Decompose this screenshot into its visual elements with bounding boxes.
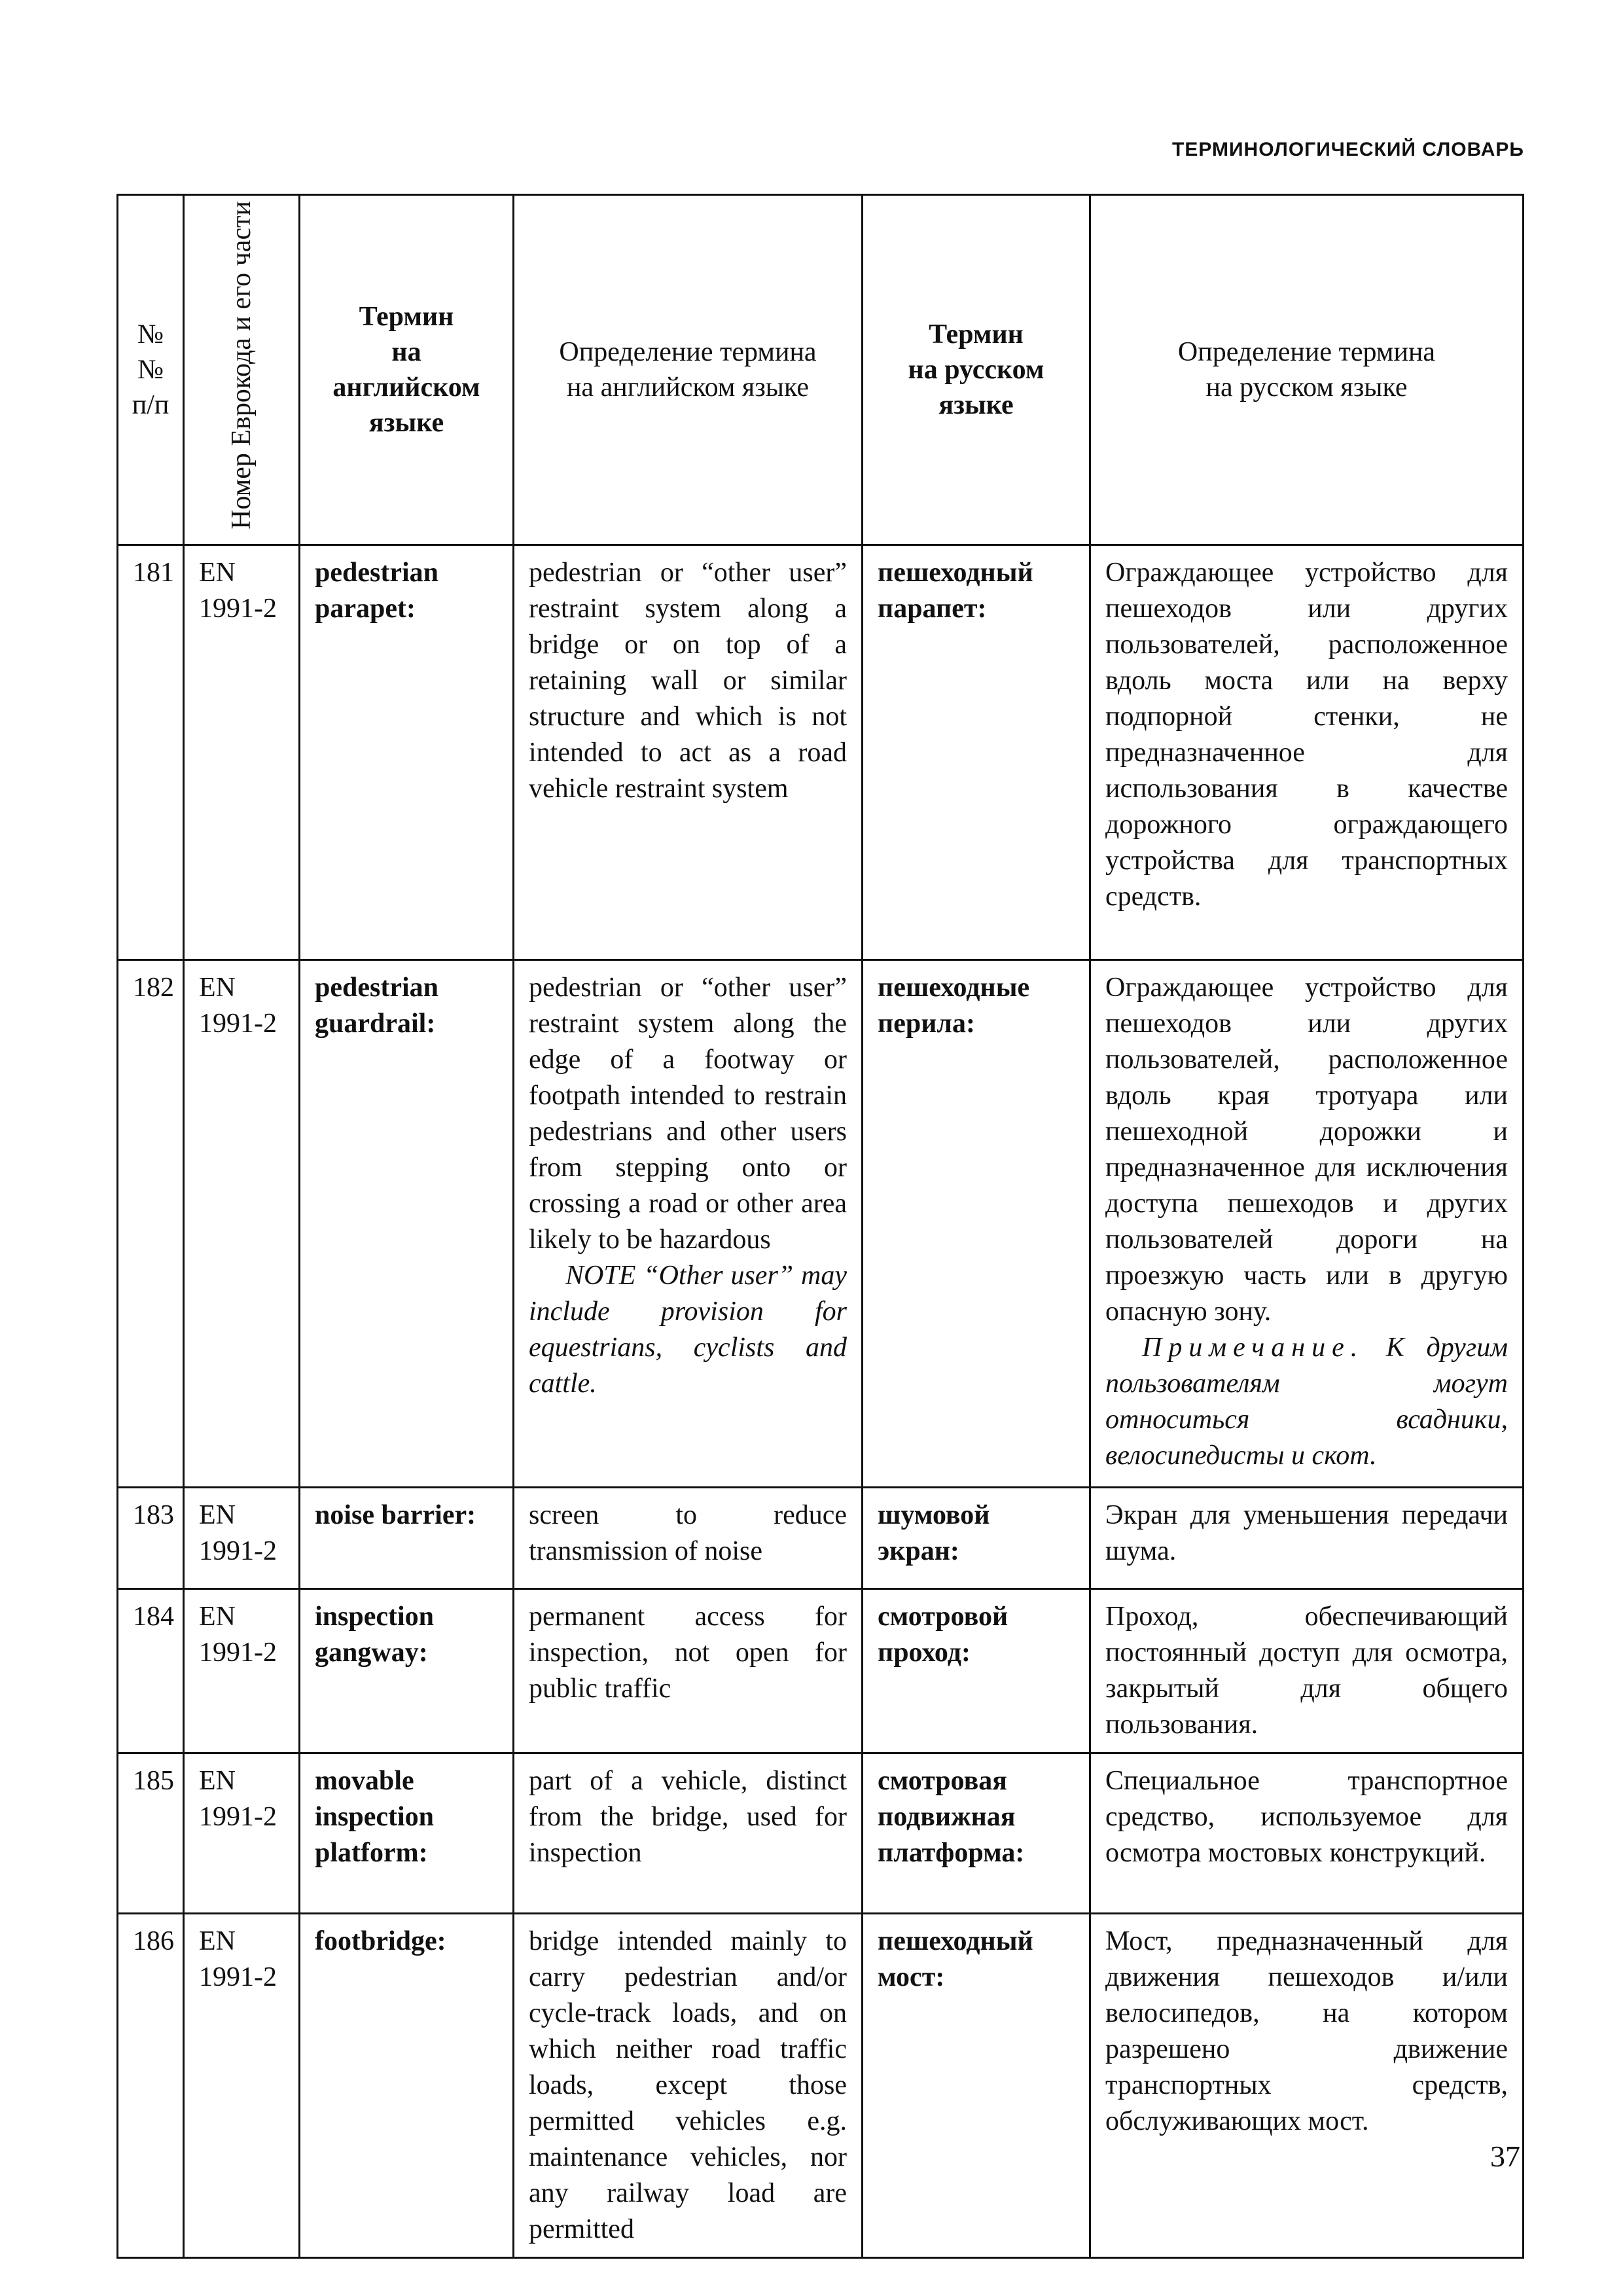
header-eurocode: Номер Еврокода и его части: [184, 195, 300, 545]
term-ru: шумовой экран:: [863, 1487, 1090, 1588]
definition-en: pedestrian or “other user” restraint system along the edge of a footway or footpath intended to restrain pedestrians and other users from stepping onto or crossing a road or other area likely to be hazardous: [529, 972, 847, 1255]
definition-en: pedestrian or “other user” restraint system along a bridge or on top of a retaining wall or similar structure and which is not intended to act as a road vehicle restraint system: [514, 545, 863, 960]
row-number: 183: [118, 1487, 184, 1588]
eurocode-ref: EN 1991-2: [184, 1588, 300, 1753]
page-number: 37: [1490, 2140, 1520, 2173]
glossary-table: [116, 194, 1524, 2259]
header-term-ru: Термин на русском языке: [863, 195, 1090, 545]
note-en-text: “Other user” may include provision for equestrians, cyclists and cattle.: [529, 1260, 847, 1399]
definition-en: bridge intended mainly to carry pedestrian and/or cycle-track loads, and on which neither road traffic loads, except those permitted vehicles e.g. maintenance vehicles, nor any railway load are permitted: [514, 1913, 863, 2257]
term-ru: пешеходный мост:: [863, 1913, 1090, 2257]
eurocode-ref: EN 1991-2: [184, 545, 300, 960]
row-number: 186: [118, 1913, 184, 2257]
term-en: footbridge:: [300, 1913, 514, 2257]
eurocode-ref: EN 1991-2: [184, 1487, 300, 1588]
eurocode-ref: EN 1991-2: [184, 1913, 300, 2257]
table-row: [118, 1753, 1524, 1913]
eurocode-ref: EN 1991-2: [184, 960, 300, 1487]
eurocode-ref: EN 1991-2: [184, 1753, 300, 1913]
table-row: [118, 960, 1524, 1487]
note-en: [529, 1258, 847, 1402]
table-row: [118, 1588, 1524, 1753]
header-def-en: Определение термина на английском языке: [514, 195, 863, 545]
table-row: [118, 1913, 1524, 2257]
row-number: 181: [118, 545, 184, 960]
term-ru: пешеходный парапет:: [863, 545, 1090, 960]
note-en-lead: NOTE: [565, 1260, 636, 1291]
term-ru: пешеходные перила:: [863, 960, 1090, 1487]
note-ru-lead: Примечание.: [1142, 1332, 1364, 1363]
term-en: noise barrier:: [300, 1487, 514, 1588]
definition-ru: Экран для уменьшения передачи шума.: [1090, 1487, 1524, 1588]
row-number: 182: [118, 960, 184, 1487]
definition-ru-cell: [1090, 960, 1524, 1487]
row-number: 184: [118, 1588, 184, 1753]
definition-ru: Проход, обеспечивающий постоянный доступ для осмотра, закрытый для общего пользования.: [1090, 1588, 1524, 1753]
definition-en: part of a vehicle, distinct from the bridge, used for inspection: [514, 1753, 863, 1913]
term-en: inspection gangway:: [300, 1588, 514, 1753]
term-en: movable inspection platform:: [300, 1753, 514, 1913]
header-term-en: Термин на английском языке: [300, 195, 514, 545]
definition-en-cell: [514, 960, 863, 1487]
definition-ru: Ограждающее устройство для пешеходов или других пользователей, расположенное вдоль моста или на верху подпорной стенки, не предназначенное для использования в качестве дорожного ограждающего устройства для транспортных средств.: [1090, 545, 1524, 960]
term-en: pedestrian parapet:: [300, 545, 514, 960]
table-row: [118, 1487, 1524, 1588]
definition-en: permanent access for inspection, not open for public traffic: [514, 1588, 863, 1753]
definition-ru: Ограждающее устройство для пешеходов или других пользователей, расположенное вдоль края тротуара или пешеходной дорожки и предназначенное для исключения доступа пешеходов и других пользователей дороги на проезжую часть или в другую опасную зону.: [1105, 972, 1508, 1327]
definition-ru: Специальное транспортное средство, используемое для осмотра мостовых конструкций.: [1090, 1753, 1524, 1913]
note-ru-text: К другим пользователям могут относиться всадники, велосипедисты и скот.: [1105, 1332, 1508, 1471]
definition-ru: Мост, предназначенный для движения пешеходов и/или велосипедов, на котором разрешено движение транспортных средств, обслуживающих мост.: [1090, 1913, 1524, 2257]
running-header: ТЕРМИНОЛОГИЧЕСКИЙ СЛОВАРЬ: [1172, 139, 1524, 160]
note-ru: [1105, 1330, 1508, 1474]
row-number: 185: [118, 1753, 184, 1913]
header-row: [118, 195, 1524, 545]
table-row: [118, 545, 1524, 960]
header-def-ru: Определение термина на русском языке: [1090, 195, 1524, 545]
term-ru: смотровой проход:: [863, 1588, 1090, 1753]
term-en: pedestrian guardrail:: [300, 960, 514, 1487]
header-num: №№ п/п: [118, 195, 184, 545]
term-ru: смотровая подвижная платформа:: [863, 1753, 1090, 1913]
definition-en: screen to reduce transmission of noise: [514, 1487, 863, 1588]
